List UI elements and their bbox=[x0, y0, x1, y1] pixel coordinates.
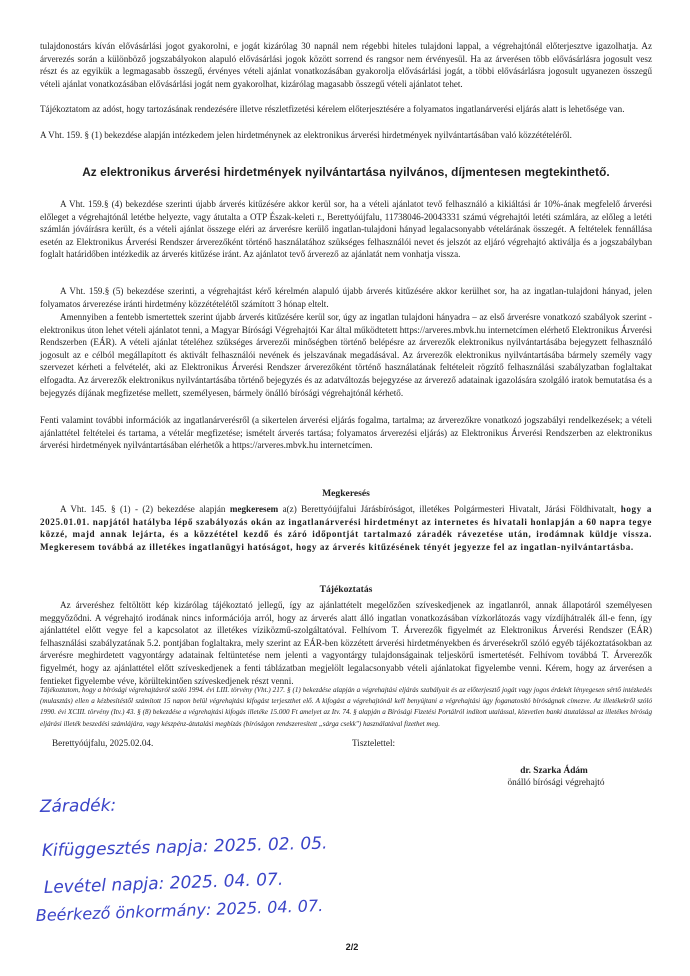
paragraph-new-auction-5: A Vht. 159.§ (5) bekezdése szerinti, a végrehajtást kérő kérelmén alapuló újabb árverés kitűzésére akkor kerülhet sor, ha az ingatlan-tulajdoni hányad, jelen folyamatos árverezése iránti hirdetmény közzétételétől számított 3 hónap eltelt. bbox=[40, 286, 652, 309]
section-title-request: Megkeresés bbox=[322, 488, 370, 499]
request-intro: A Vht. 145. § (1) - (2) bekezdése alapján bbox=[60, 504, 230, 514]
paragraph-objection-notice: Tájékoztatom, hogy a bírósági végrehajtásról szóló 1994. évi LIII. törvény (Vht.) 217. § (1) bekezdése alapján a végrehajtási eljárás szabályait és az előterjesztő jogát vagy jogos érdekét lényegesen sértő intézkedés (mulasztás) ellen a kézbesítéstől számított 15 napon belül végrehajtási kifogást terjeszthet elő. A kifogást a végrehajtónál kell benyújtani a végrehajtási ügy foganatosító bíróságnak címezve. Az illetékekről szóló 1990. évi XCIII. törvény (Itv.) 43. § (8) bekezdése a végrehajtási kifogás illetéke 15.000 Ft amelyet az Itv. 74. § alapján a Bírósági Fizetési Portálról indított utalással, közvetlen banki átutalással az illetékes bíróság eljárási illeték beszedési számlájára, vagy készpénz-átutalási megbízás (bíróságon rendszeresített „sárga csekk") használatával fizethet meg. bbox=[40, 686, 652, 728]
paragraph-further-info: Fenti valamint további információk az ingatlanárverésről (a sikertelen árverési eljárás fogalma, tartalma; az árverezőkre vonatkozó jogszabályi rendelkezések; a vételi ajánlattétel feltételei és tartama, a vételár megfizetése; ismételt árverés tartása; folyamatos árverezési eljárás) az Elektronikus Árverési Rendszerben az elektronikus árverési hirdetmények nyilvántartásában elérhetők a https://arveres.mbvk.hu internetcímen. bbox=[40, 415, 652, 451]
page-number: 2/2 bbox=[345, 942, 359, 952]
signatory-role: önálló bírósági végrehajtó bbox=[507, 778, 605, 788]
paragraph-publication: A Vht. 159. § (1) bekezdése alapján intézkedem jelen hirdetménynek az elektronikus árverési hirdetmények nyilvántartásában való közzétételéről. bbox=[40, 130, 572, 140]
request-instruction: hogy a 2025.01.01. napjától hatályba lépő szabályozás okán az ingatlanárverési hirdetményt az internetes és hivatali honlapján a 60 napra tegye közzé, majd annak lejárta, és a közzététel kezdő és záró időpontját tartalmazó záradék rávezetése után, irodámnak küldje vissza. Megkeresem továbbá az illetékes ingatlanügyi hatóságot, hogy az árverés kitűzésének tényét jegyezze fel az ingatlan-nyilvántartásba. bbox=[40, 504, 652, 552]
greeting: Tisztelettel: bbox=[352, 738, 396, 748]
paragraph-information: Az árveréshez feltöltött kép kizárólag tájékoztató jellegű, így az ajánlattételt megelőzően szíveskedjenek az ingatlanról, annak állapotáról személyesen meggyőződni. A végrehajtó irodának nincs információja arról, hogy az árverés alatt álló ingatlan vonatkozásában vízkorlátozás vagy vízdíjhátralék áll-e fenn, így ajánlattétel előtt vegye fel a kapcsolatot az illetékes víziközmű-szolgáltatóval. Felhívom T. Árverezők figyelmét az Elektronikus Árverési Rendszer (EÁR) felhasználási szabályzatának 5.2. pontjában foglaltakra, mely szerint az EÁR-ben közzétett árverési hirdetményekben és árverésekről szóló egyéb tájékoztatásokban az árverésre meghirdetett vagyontárgy adatainak feltüntetése nem jelenti a vagyontárgy tulajdonságainak teljeskörű ismertetését. Felhívom továbbá T. Árverezők figyelmét, hogy az ajánlattétel előtt szíveskedjenek a fenti táblázatban megjelölt legalacsonyabb vételi ajánlatokat figyelembe venni. Kérem, hogy az árverésen a fentieket figyelembe véve, körültekintően szíveskedjenek részt venni. bbox=[40, 600, 652, 686]
signatory-name: dr. Szarka Ádám bbox=[520, 766, 588, 776]
handwritten-clause bbox=[30, 790, 430, 940]
handwritten-line-1: Záradék: bbox=[39, 795, 117, 817]
paragraph-debtor-info: Tájékoztatom az adóst, hogy tartozásának rendezésére illetve részletfizetési kérelem előterjesztésére a folyamatos ingatlanárverési eljárás alatt is lehetősége van. bbox=[40, 104, 625, 114]
public-registry-headline: Az elektronikus árverési hirdetmények nyilvántartása nyilvános, díjmentesen megtekinthető. bbox=[82, 165, 610, 179]
paragraph-preemption: tulajdonostárs kíván elővásárlási jogot gyakorolni, e jogát kizárólag 30 napnál nem régebbi hiteles tulajdoni lappal, a végrehajtónál előterjesztve igazolhatja. Az árverezés során a különböző jogszabályokon alapuló elővásárlási jogok között sorrend és rangsor nem érvényesül. Ha az árverésen több elővásárlásra jogosult vesz részt és az egyikük a legmagasabb összegű, érvényes vételi ajánlat vonatkozásában gyakorolja elővásárlási jogát, a többi elővásárlásra jogosult ugyanezen összegű vételi ajánlat vonatkozásában elővásárlási jogát nem gyakorolhat, kizárólag magasabb összegű vételi ajánlatot tehet. bbox=[40, 41, 652, 89]
paragraph-electronic-bidding: Amennyiben a fentebb ismertettek szerint újabb árverés kitűzésére kerül sor, úgy az ingatlan tulajdoni hányadra – az első árverésre vonatkozó szabályok szerint - elektronikus úton lehet vételi ajánlatot tenni, a Magyar Bírósági Végrehajtói Kar által működtetett https://arveres.mbvk.hu internetcímen elérhető Elektronikus Árverési Rendszerben (EÁR). A vételi ajánlat tételéhez szükséges árverezői minőségben történő belépésre az árverezők elektronikus nyilvántartásába bejegyzett felhasználó jogosult az e célból megállapított és aktivált felhasználói nevének és jelszavának megadásával. Az árverezők elektronikus nyilvántartásába bármely személy vagy szervezet kérheti a felvételét, aki az Elektronikus Árverési Rendszer árverezőként történő használatának feltételeit rögzítő felhasználási szabályzatban foglaltakat elfogadta. Az árverezők elektronikus nyilvántartásába történő bejegyzés és az adatváltozás bejegyzése az árverező adatainak igazolására szolgáló iratok bemutatása és a bejegyzés díjának megfizetése mellett, személyesen, bármely önálló bírósági végrehajtónál kérhető. bbox=[40, 312, 652, 398]
place-date: Berettyóújfalu, 2025.02.04. bbox=[52, 738, 154, 748]
handwritten-line-4: Beérkező önkormány: 2025. 04. 07. bbox=[35, 895, 324, 925]
handwritten-line-3: Levétel napja: 2025. 04. 07. bbox=[43, 869, 284, 898]
handwritten-line-2: Kifüggesztés napja: 2025. 02. 05. bbox=[41, 833, 328, 861]
paragraph-request bbox=[40, 503, 652, 553]
paragraph-new-auction-4: A Vht. 159.§ (4) bekezdése szerinti újabb árverés kitűzésére akkor kerül sor, ha a vételi ajánlatot tevő felhasználó a kikiáltási ár 10%-ának megfelelő árverési előleget a végrehajtónál letétbe helyezte, vagy átutalta a OTP Észak-keleti r., Berettyóújfalu, 11738046-20043331 számú végrehajtói letéti számlára, az előleg a letéti számlán jóváírásra került, és a vételi ajánlat összege eléri az árverésre kerülő ingatlan-tulajdoni hányad legalacsonyabb vételárának összegét. A feltételek fennállása esetén az Elektronikus Árverési Rendszer árverezőként történő használatához szükséges felhasználói nevet és jelszót az eljáró végrehajtó aktiválja és a jogszabályban foglalt határidőben intézkedik az árverés kitűzése iránt. Az ajánlatot tevő árverező az ajánlatát nem vonhatja vissza. bbox=[40, 199, 652, 260]
request-keyword: megkeresem bbox=[229, 504, 279, 514]
section-title-information: Tájékoztatás bbox=[319, 584, 373, 595]
request-addressees: a(z) Berettyóújfalui Járásbíróságot, illetékes Polgármesteri Hivatalt, Járási Földhivatalt, bbox=[278, 504, 621, 514]
